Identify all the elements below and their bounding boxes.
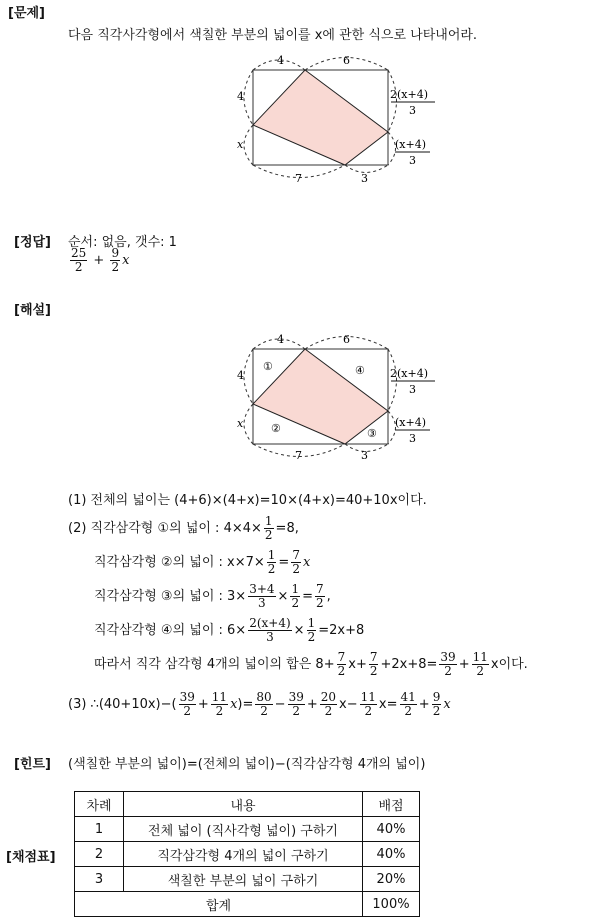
svg-text:3: 3 (361, 449, 368, 462)
total-label: 합계 (75, 892, 363, 917)
scoring-label: [채점표] (6, 850, 56, 865)
svg-text:3: 3 (409, 154, 416, 167)
region-4-label: ④ (355, 364, 365, 377)
explanation-line-6: 따라서 직각 삼각형 4개의 넓이의 합은 8+ $\frac{7}{2}$ x+ $\frac{7}{2}$ +2x+8= $\frac{39}{2}$ + $\frac{11}{2}$ x이다. (94, 650, 528, 678)
answer-expression: $\frac{25}{2}$ + $\frac{9}{2}$ x (71, 246, 130, 274)
label-bottom-7: 7 (295, 172, 302, 185)
explanation-line-7: (3) ∴(40+10x)−( $\frac{39}{2}$ + $\frac{11}{2}$ x)= $\frac{80}{2}$ − $\frac{39}{2}$ + $\frac{20}{2}$ x− $\frac{11}{2}$ x= $\frac{41}{2}$ + $\frac{9}{2}$ x (68, 690, 451, 718)
region-1-label: ① (263, 360, 273, 373)
svg-text:(x+4): (x+4) (395, 416, 427, 429)
svg-text:3: 3 (409, 432, 416, 445)
label-bottom-3: 3 (361, 172, 368, 185)
region-3-label: ③ (367, 427, 377, 440)
scoring-table (74, 791, 420, 917)
svg-text:(x+4): (x+4) (395, 138, 427, 151)
explanation-figure (225, 322, 455, 466)
explanation-line-1: (1) 전체의 넓이는 (4+6)×(4+x)=10×(4+x)=40+10x이다. (68, 493, 427, 508)
rectangle-diagram-regions (225, 322, 455, 462)
problem-label: [문제] (8, 6, 45, 21)
rectangle-diagram (225, 50, 455, 190)
answer-label: [정답] (14, 235, 51, 250)
explanation-line-3: 직각삼각형 ②의 넓이 : x×7× $\frac{1}{2}$ = $\frac{7}{2}$ x (94, 548, 311, 576)
label-top-4: 4 (277, 54, 284, 67)
svg-text:7: 7 (295, 449, 302, 462)
shaded-region (253, 70, 388, 165)
explanation-line-5: 직각삼각형 ④의 넓이 : 6× $\frac{2(x+4)}{3}$ × $\frac{1}{2}$ =2x+8 (94, 616, 365, 644)
hint-text: (색칠한 부분의 넓이)=(전체의 넓이)−(직각삼각형 4개의 넓이) (68, 757, 426, 772)
problem-text: 다음 직각사각형에서 색칠한 부분의 넓이를 x에 관한 식으로 나타내어라. (68, 28, 478, 43)
hint-label: [힌트] (14, 757, 51, 772)
label-left-4: 4 (237, 90, 244, 103)
explanation-line-2: (2) 직각삼각형 ①의 넓이 : 4×4× $\frac{1}{2}$ =8, (68, 514, 299, 542)
header-points: 배점 (363, 792, 420, 817)
problem-figure (225, 50, 455, 194)
svg-text:4: 4 (277, 333, 284, 346)
svg-text:2(x+4): 2(x+4) (390, 367, 429, 380)
table-row: 2 직각삼각형 4개의 넓이 구하기 40% (75, 842, 420, 867)
answer-meta: 순서: 없음, 갯수: 1 (68, 235, 177, 250)
svg-text:6: 6 (343, 333, 350, 346)
scoring-header-row (75, 792, 420, 817)
table-row: 3 색칠한 부분의 넓이 구하기 20% (75, 867, 420, 892)
explanation-line-4: 직각삼각형 ③의 넓이 : 3× $\frac{3+4}{3}$ × $\frac{1}{2}$ = $\frac{7}{2}$ , (94, 582, 331, 610)
table-row: 1 전체 넓이 (직사각형 넓이) 구하기 40% (75, 817, 420, 842)
total-points: 100% (363, 892, 420, 917)
header-content: 내용 (124, 792, 363, 817)
label-left-x: x (237, 138, 244, 151)
svg-text:3: 3 (409, 104, 416, 117)
header-order: 차례 (75, 792, 124, 817)
svg-text:4: 4 (237, 369, 244, 382)
total-row (75, 892, 420, 917)
svg-text:x: x (237, 417, 244, 430)
region-2-label: ② (271, 422, 281, 435)
svg-text:3: 3 (409, 383, 416, 396)
label-top-6: 6 (343, 54, 350, 67)
explanation-label: [해설] (14, 303, 51, 318)
svg-text:2(x+4): 2(x+4) (390, 88, 429, 101)
